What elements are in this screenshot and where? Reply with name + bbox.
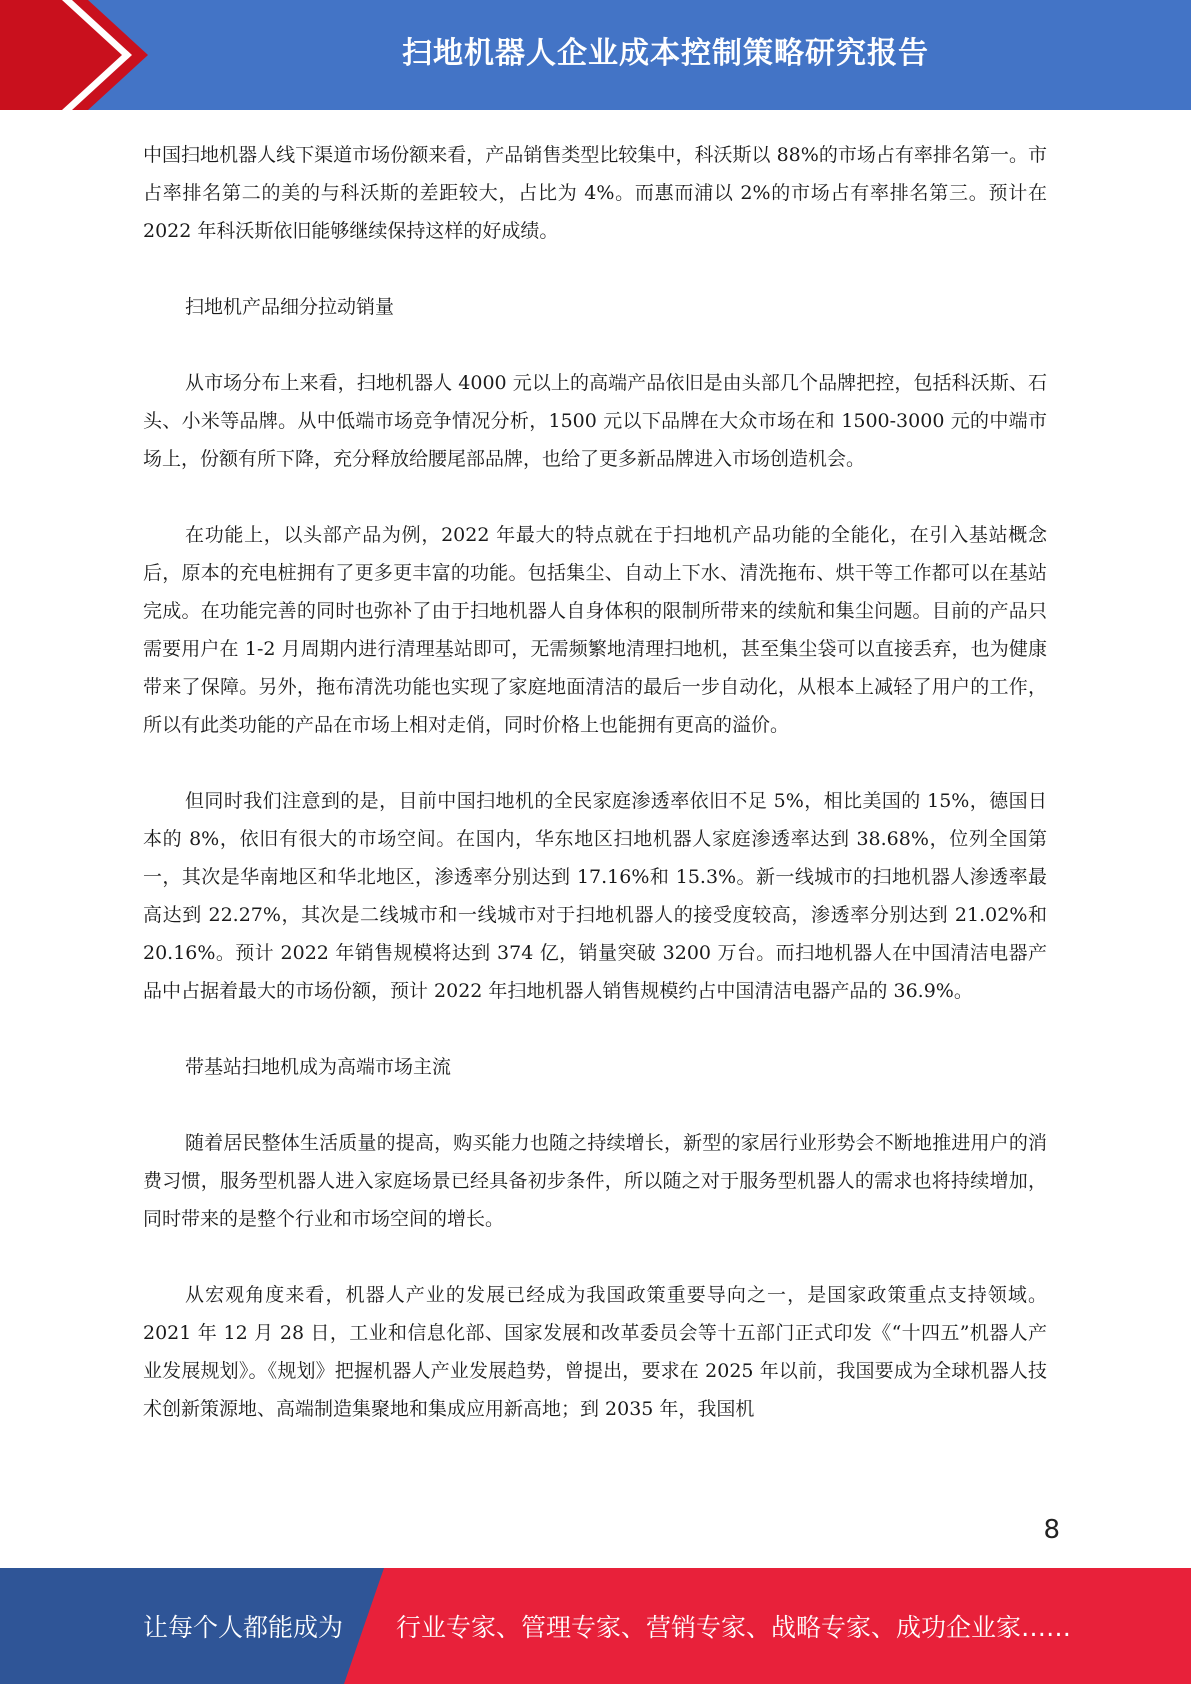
red-chevron-decoration bbox=[0, 0, 150, 110]
paragraph-consumer-demand: 随着居民整体生活质量的提高，购买能力也随之持续增长，新型的家居行业形势会不断地推进用户的消费习惯，服务型机器人进入家庭场景已经具备初步条件，所以随之对于服务型机器人的需求也将持续增加，同时带来的是整个行业和市场空间的增长。 bbox=[143, 1132, 1047, 1230]
paragraph-functionality: 在功能上，以头部产品为例，2022 年最大的特点就在于扫地机产品功能的全能化，在引入基站概念后，原本的充电桩拥有了更多更丰富的功能。包括集尘、自动上下水、清洗拖布、烘干等工作都可以在基站完成。在功能完善的同时也弥补了由于扫地机器人自身体积的限制所带来的续航和集尘问题。目前的产品只需要用户在 1-2 月周期内进行清理基站即可，无需频繁地清理扫地机，甚至集尘袋可以直接丢弃，也为健康带来了保障。另外，拖布清洗功能也实现了家庭地面清洁的最后一步自动化，从根本上减轻了用户的工作，所以有此类功能的产品在市场上相对走俏，同时价格上也能拥有更高的溢价。 bbox=[143, 524, 1047, 736]
page-number: 8 bbox=[1043, 1515, 1060, 1545]
section-heading-base-station: 带基站扫地机成为高端市场主流 bbox=[185, 1056, 452, 1078]
paragraph-market-share: 中国扫地机器人线下渠道市场份额来看，产品销售类型比较集中，科沃斯以 88%的市场占有率排名第一。市占率排名第二的美的与科沃斯的差距较大，占比为 4%。而惠而浦以 2%的市场占有率排名第三。预计在 2022 年科沃斯依旧能够继续保持这样的好成绩。 bbox=[143, 144, 1047, 242]
page-footer bbox=[0, 1568, 1191, 1684]
paragraph-policy: 从宏观角度来看，机器人产业的发展已经成为我国政策重要导向之一，是国家政策重点支持领域。2021 年 12 月 28 日，工业和信息化部、国家发展和改革委员会等十五部门正式印发《“十四五”机器人产业发展规划》。《规划》把握机器人产业发展趋势，曾提出，要求在 2025 年以前，我国要成为全球机器人技术创新策源地、高端制造集聚地和集成应用新高地；到 2035 年，我国机 bbox=[143, 1284, 1047, 1420]
footer-slogan-right: 行业专家、管理专家、营销专家、战略专家、成功企业家…… bbox=[396, 1613, 1072, 1642]
page-header bbox=[0, 0, 1191, 110]
page-body bbox=[143, 136, 1047, 1466]
report-title: 扫地机器人企业成本控制策略研究报告 bbox=[402, 36, 929, 71]
paragraph-penetration-rate: 但同时我们注意到的是，目前中国扫地机的全民家庭渗透率依旧不足 5%，相比美国的 15%，德国日本的 8%，依旧有很大的市场空间。在国内，华东地区扫地机器人家庭渗透率达到 38.68%，位列全国第一，其次是华南地区和华北地区，渗透率分别达到 17.16%和 15.3%。新一线城市的扫地机器人渗透率最高达到 22.27%，其次是二线城市和一线城市对于扫地机器人的接受度较高，渗透率分别达到 21.02%和 20.16%。预计 2022 年销售规模将达到 374 亿，销量突破 3200 万台。而扫地机器人在中国清洁电器产品中占据着最大的市场份额，预计 2022 年扫地机器人销售规模约占中国清洁电器产品的 36.9%。 bbox=[143, 790, 1047, 1002]
section-heading-product-segmentation: 扫地机产品细分拉动销量 bbox=[185, 296, 395, 318]
paragraph-market-distribution: 从市场分布上来看，扫地机器人 4000 元以上的高端产品依旧是由头部几个品牌把控，包括科沃斯、石头、小米等品牌。从中低端市场竞争情况分析，1500 元以下品牌在大众市场在和 1500-3000 元的中端市场上，份额有所下降，充分释放给腰尾部品牌，也给了更多新品牌进入市场创造机会。 bbox=[143, 372, 1047, 470]
footer-slogan-left: 让每个人都能成为 bbox=[143, 1613, 344, 1642]
